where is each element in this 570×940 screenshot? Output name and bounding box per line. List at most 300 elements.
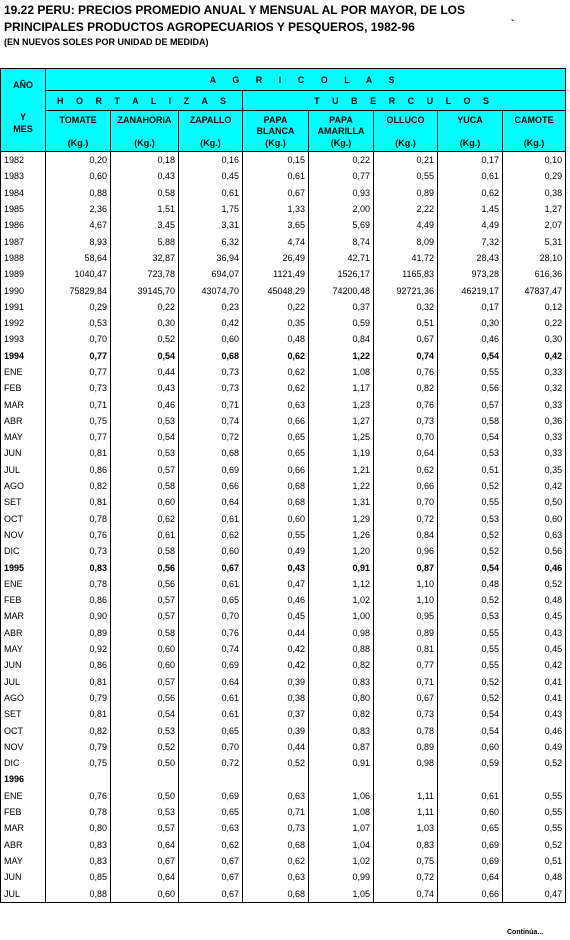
table-cell: 0,58 bbox=[111, 543, 179, 559]
table-cell: 0,62 bbox=[111, 511, 179, 527]
row-label: ABR bbox=[1, 836, 46, 852]
table-cell: 0,64 bbox=[111, 869, 179, 885]
row-label: NOV bbox=[1, 739, 46, 755]
table-cell: 0,54 bbox=[111, 348, 179, 364]
table-row bbox=[1, 641, 566, 657]
table-cell: 0,87 bbox=[374, 559, 438, 575]
table-cell: 0,37 bbox=[309, 299, 374, 315]
table-cell: 0,99 bbox=[309, 869, 374, 885]
table-cell: 0,35 bbox=[503, 462, 566, 478]
table-cell: 0,60 bbox=[438, 739, 503, 755]
table-cell: 1040,47 bbox=[46, 266, 111, 282]
table-cell: 0,62 bbox=[243, 380, 309, 396]
table-cell: 0,29 bbox=[503, 168, 566, 184]
table-cell: 0,70 bbox=[374, 429, 438, 445]
table-cell: 0,57 bbox=[111, 592, 179, 608]
row-label: 1996 bbox=[1, 771, 46, 787]
row-label: ENE bbox=[1, 576, 46, 592]
table-cell: 0,89 bbox=[374, 625, 438, 641]
table-cell: 0,61 bbox=[243, 168, 309, 184]
table-cell: 0,60 bbox=[111, 657, 179, 673]
table-cell: 0,70 bbox=[46, 331, 111, 347]
table-cell: 0,32 bbox=[374, 299, 438, 315]
column-header bbox=[243, 111, 309, 152]
table-cell: 0,52 bbox=[438, 674, 503, 690]
table-cell: 0,88 bbox=[309, 641, 374, 657]
table-cell: 0,30 bbox=[111, 315, 179, 331]
table-cell: 1,08 bbox=[309, 364, 374, 380]
table-cell: 0,65 bbox=[243, 445, 309, 461]
table-cell: 8,74 bbox=[309, 233, 374, 249]
column-unit: (Kg.) bbox=[200, 138, 221, 148]
table-cell: 0,77 bbox=[46, 429, 111, 445]
row-label: MAY bbox=[1, 429, 46, 445]
table-cell: 0,92 bbox=[46, 641, 111, 657]
table-cell: 1,11 bbox=[374, 804, 438, 820]
table-cell: 0,68 bbox=[243, 885, 309, 902]
column-unit: (Kg.) bbox=[265, 138, 286, 148]
table-cell: 0,61 bbox=[111, 527, 179, 543]
table-cell: 0,72 bbox=[374, 511, 438, 527]
row-label: JUN bbox=[1, 657, 46, 673]
table-cell: 0,55 bbox=[438, 625, 503, 641]
table-cell: 6,32 bbox=[179, 233, 243, 249]
table-cell: 0,66 bbox=[243, 462, 309, 478]
table-cell: 0,37 bbox=[243, 706, 309, 722]
table-cell: 0,65 bbox=[243, 429, 309, 445]
column-name: ZAPALLO bbox=[189, 115, 232, 125]
table-cell: 0,56 bbox=[503, 543, 566, 559]
table-cell: 0,64 bbox=[374, 445, 438, 461]
table-cell: 0,33 bbox=[503, 396, 566, 412]
table-cell: 1,07 bbox=[309, 820, 374, 836]
table-cell: 0,63 bbox=[243, 788, 309, 804]
table-cell: 0,46 bbox=[503, 722, 566, 738]
table-cell: 0,64 bbox=[111, 836, 179, 852]
column-unit: (Kg.) bbox=[67, 138, 89, 148]
table-cell: 0,65 bbox=[179, 804, 243, 820]
table-cell: 41,72 bbox=[374, 250, 438, 266]
row-label: OCT bbox=[1, 722, 46, 738]
table-cell: 42,71 bbox=[309, 250, 374, 266]
table-header bbox=[1, 69, 566, 152]
title-tick-mark: ` bbox=[511, 19, 515, 30]
table-cell: 1,00 bbox=[309, 608, 374, 624]
table-cell: 0,77 bbox=[374, 657, 438, 673]
table-row bbox=[1, 527, 566, 543]
table-row bbox=[1, 250, 566, 266]
table-cell: 0,67 bbox=[243, 185, 309, 201]
table-cell: 0,41 bbox=[503, 690, 566, 706]
table-cell: 0,69 bbox=[438, 853, 503, 869]
table-cell: 0,48 bbox=[243, 331, 309, 347]
column-name-line2: AMARILLA bbox=[317, 126, 365, 136]
table-cell: 45048,29 bbox=[243, 282, 309, 298]
table-cell: 1,23 bbox=[309, 396, 374, 412]
table-cell: 0,48 bbox=[438, 576, 503, 592]
table-cell: 0,46 bbox=[438, 331, 503, 347]
table-cell: 1,22 bbox=[309, 348, 374, 364]
table-cell: 0,67 bbox=[374, 331, 438, 347]
table-cell: 0,67 bbox=[179, 853, 243, 869]
table-cell: 0,52 bbox=[503, 576, 566, 592]
row-label: DIC bbox=[1, 543, 46, 559]
table-cell: 0,67 bbox=[111, 853, 179, 869]
table-cell: 0,82 bbox=[46, 722, 111, 738]
table-cell: 0,74 bbox=[179, 641, 243, 657]
table-cell: 26,49 bbox=[243, 250, 309, 266]
table-cell: 0,78 bbox=[46, 576, 111, 592]
table-row bbox=[1, 462, 566, 478]
table-cell: 0,78 bbox=[374, 722, 438, 738]
row-label: JUN bbox=[1, 445, 46, 461]
row-label: 1984 bbox=[1, 185, 46, 201]
table-cell: 0,39 bbox=[243, 674, 309, 690]
table-cell: 0,63 bbox=[503, 527, 566, 543]
table-cell: 1,26 bbox=[309, 527, 374, 543]
table-cell: 0,84 bbox=[374, 527, 438, 543]
table-cell: 0,55 bbox=[243, 527, 309, 543]
table-cell: 0,68 bbox=[243, 478, 309, 494]
table-cell: 0,56 bbox=[111, 690, 179, 706]
continues-note: Continúa... bbox=[507, 929, 544, 936]
table-cell: 0,62 bbox=[179, 836, 243, 852]
table-cell: 0,58 bbox=[111, 478, 179, 494]
table-cell: 0,64 bbox=[438, 869, 503, 885]
price-table bbox=[0, 68, 566, 903]
table-cell: 5,88 bbox=[111, 233, 179, 249]
table-cell: 2,36 bbox=[46, 201, 111, 217]
table-cell: 74200,48 bbox=[309, 282, 374, 298]
table-cell: 0,54 bbox=[438, 429, 503, 445]
table-cell: 1,51 bbox=[111, 201, 179, 217]
table-cell: 8,93 bbox=[46, 233, 111, 249]
table-row bbox=[1, 494, 566, 510]
table-cell: 0,44 bbox=[111, 364, 179, 380]
table-cell: 0,29 bbox=[46, 299, 111, 315]
table-cell: 0,61 bbox=[438, 788, 503, 804]
table-cell: 0,42 bbox=[243, 657, 309, 673]
table-cell: 1,45 bbox=[438, 201, 503, 217]
table-cell: 0,93 bbox=[309, 185, 374, 201]
row-label: 1994 bbox=[1, 348, 46, 364]
column-header bbox=[309, 111, 374, 152]
table-row bbox=[1, 282, 566, 298]
row-label: SET bbox=[1, 494, 46, 510]
table-cell: 0,88 bbox=[46, 185, 111, 201]
table-cell: 0,60 bbox=[179, 543, 243, 559]
table-cell: 0,79 bbox=[46, 739, 111, 755]
table-row bbox=[1, 625, 566, 641]
table-cell: 0,48 bbox=[503, 592, 566, 608]
table-cell: 0,20 bbox=[46, 152, 111, 169]
table-cell: 1,20 bbox=[309, 543, 374, 559]
table-cell: 1,10 bbox=[374, 592, 438, 608]
table-cell: 5,69 bbox=[309, 217, 374, 233]
table-cell: 0,89 bbox=[374, 739, 438, 755]
table-cell bbox=[179, 771, 243, 787]
table-cell: 0,68 bbox=[179, 348, 243, 364]
table-cell: 0,55 bbox=[438, 364, 503, 380]
table-cell: 0,72 bbox=[179, 755, 243, 771]
table-row bbox=[1, 185, 566, 201]
column-unit: (Kg.) bbox=[330, 138, 352, 148]
row-label: AGO bbox=[1, 478, 46, 494]
row-label: 1995 bbox=[1, 559, 46, 575]
table-cell: 0,62 bbox=[243, 364, 309, 380]
table-cell: 0,72 bbox=[374, 869, 438, 885]
table-cell: 0,52 bbox=[438, 543, 503, 559]
table-cell: 0,36 bbox=[503, 413, 566, 429]
table-cell: 0,61 bbox=[179, 511, 243, 527]
table-cell: 47837,47 bbox=[503, 282, 566, 298]
table-row bbox=[1, 853, 566, 869]
table-cell: 0,56 bbox=[111, 559, 179, 575]
table-cell: 36,94 bbox=[179, 250, 243, 266]
row-label: 1982 bbox=[1, 152, 46, 169]
table-cell: 0,76 bbox=[374, 364, 438, 380]
table-cell: 0,57 bbox=[111, 462, 179, 478]
unit-note: (EN NUEVOS SOLES POR UNIDAD DE MEDIDA) bbox=[4, 37, 209, 47]
table-cell: 0,62 bbox=[243, 853, 309, 869]
table-row bbox=[1, 674, 566, 690]
table-cell: 92721,36 bbox=[374, 282, 438, 298]
table-cell: 1,27 bbox=[309, 413, 374, 429]
table-cell: 0,68 bbox=[179, 445, 243, 461]
table-cell: 0,22 bbox=[503, 315, 566, 331]
table-cell: 0,69 bbox=[179, 462, 243, 478]
table-row bbox=[1, 885, 566, 902]
table-cell: 694,07 bbox=[179, 266, 243, 282]
row-label: 1991 bbox=[1, 299, 46, 315]
table-cell: 0,65 bbox=[438, 820, 503, 836]
table-cell bbox=[111, 771, 179, 787]
table-cell: 0,66 bbox=[179, 478, 243, 494]
table-cell: 0,60 bbox=[438, 804, 503, 820]
table-row bbox=[1, 315, 566, 331]
table-cell: 0,61 bbox=[438, 168, 503, 184]
row-label: JUL bbox=[1, 674, 46, 690]
table-cell: 0,55 bbox=[438, 494, 503, 510]
table-cell: 0,54 bbox=[111, 429, 179, 445]
table-cell: 0,51 bbox=[438, 462, 503, 478]
year-header: AÑO bbox=[13, 80, 33, 90]
table-cell: 0,33 bbox=[503, 364, 566, 380]
table-row bbox=[1, 429, 566, 445]
table-cell: 1,11 bbox=[374, 788, 438, 804]
column-name: ZANAHORIA bbox=[117, 115, 172, 125]
table-cell: 46219,17 bbox=[438, 282, 503, 298]
table-cell: 0,54 bbox=[438, 722, 503, 738]
table-cell: 1526,17 bbox=[309, 266, 374, 282]
table-cell: 0,73 bbox=[179, 364, 243, 380]
table-cell: 4,49 bbox=[374, 217, 438, 233]
table-cell: 0,82 bbox=[46, 478, 111, 494]
hortalizas-header: H O R T A L I Z A S bbox=[46, 91, 243, 111]
table-cell: 2,22 bbox=[374, 201, 438, 217]
table-cell: 0,54 bbox=[111, 706, 179, 722]
table-cell: 0,38 bbox=[503, 185, 566, 201]
table-cell: 0,38 bbox=[243, 690, 309, 706]
table-cell: 0,71 bbox=[179, 396, 243, 412]
row-label: 1993 bbox=[1, 331, 46, 347]
table-cell: 0,53 bbox=[111, 804, 179, 820]
table-row bbox=[1, 722, 566, 738]
table-cell: 0,57 bbox=[111, 674, 179, 690]
table-row bbox=[1, 233, 566, 249]
table-title bbox=[4, 2, 564, 36]
column-header bbox=[503, 111, 566, 152]
table-cell: 1,10 bbox=[374, 576, 438, 592]
table-row bbox=[1, 657, 566, 673]
column-name: TOMATE bbox=[59, 115, 97, 125]
row-label: MAR bbox=[1, 396, 46, 412]
table-cell: 0,63 bbox=[243, 869, 309, 885]
table-cell: 0,81 bbox=[46, 706, 111, 722]
table-cell: 0,60 bbox=[243, 511, 309, 527]
table-cell: 0,83 bbox=[374, 836, 438, 852]
row-label: JUN bbox=[1, 869, 46, 885]
table-cell: 0,55 bbox=[503, 788, 566, 804]
row-label: MAR bbox=[1, 820, 46, 836]
table-cell: 0,52 bbox=[243, 755, 309, 771]
row-label: 1989 bbox=[1, 266, 46, 282]
table-cell: 0,67 bbox=[179, 559, 243, 575]
table-cell: 0,51 bbox=[374, 315, 438, 331]
table-cell: 3,31 bbox=[179, 217, 243, 233]
table-cell: 0,50 bbox=[111, 788, 179, 804]
table-cell: 0,42 bbox=[179, 315, 243, 331]
table-cell: 0,59 bbox=[438, 755, 503, 771]
table-cell: 0,83 bbox=[46, 853, 111, 869]
table-cell: 0,45 bbox=[503, 641, 566, 657]
table-cell: 0,98 bbox=[309, 625, 374, 641]
table-cell: 2,00 bbox=[309, 201, 374, 217]
table-cell: 32,87 bbox=[111, 250, 179, 266]
table-cell: 0,60 bbox=[179, 331, 243, 347]
table-cell: 0,60 bbox=[46, 168, 111, 184]
table-cell: 0,53 bbox=[438, 511, 503, 527]
table-cell: 0,89 bbox=[46, 625, 111, 641]
table-cell: 1,17 bbox=[309, 380, 374, 396]
column-name: YUCA bbox=[457, 115, 483, 125]
table-row bbox=[1, 788, 566, 804]
table-cell: 0,71 bbox=[374, 674, 438, 690]
table-cell: 0,75 bbox=[46, 755, 111, 771]
table-cell: 0,52 bbox=[111, 739, 179, 755]
row-label: MAY bbox=[1, 641, 46, 657]
table-cell: 0,55 bbox=[438, 657, 503, 673]
table-cell: 3,45 bbox=[111, 217, 179, 233]
table-row bbox=[1, 168, 566, 184]
table-cell: 0,91 bbox=[309, 755, 374, 771]
table-cell: 0,46 bbox=[111, 396, 179, 412]
table-cell bbox=[503, 771, 566, 787]
table-cell: 0,54 bbox=[438, 706, 503, 722]
table-cell: 1165,83 bbox=[374, 266, 438, 282]
table-cell: 0,30 bbox=[438, 315, 503, 331]
table-cell: 0,80 bbox=[309, 690, 374, 706]
column-name: OLLUCO bbox=[386, 115, 425, 125]
table-cell: 0,63 bbox=[179, 820, 243, 836]
row-label: NOV bbox=[1, 527, 46, 543]
table-cell: 0,17 bbox=[438, 299, 503, 315]
table-cell: 0,57 bbox=[111, 820, 179, 836]
table-cell: 58,64 bbox=[46, 250, 111, 266]
table-cell bbox=[438, 771, 503, 787]
title-line-1: 19.22 PERU: PRECIOS PROMEDIO ANUAL Y MENSUAL AL POR MAYOR, DE LOS bbox=[4, 3, 465, 17]
table-cell: 3,65 bbox=[243, 217, 309, 233]
table-cell: 0,30 bbox=[503, 331, 566, 347]
table-cell: 723,78 bbox=[111, 266, 179, 282]
table-cell: 0,16 bbox=[179, 152, 243, 169]
column-unit: (Kg.) bbox=[395, 138, 416, 148]
table-cell: 0,70 bbox=[179, 608, 243, 624]
table-cell: 0,33 bbox=[503, 429, 566, 445]
table-cell: 0,79 bbox=[46, 690, 111, 706]
row-label: FEB bbox=[1, 804, 46, 820]
table-cell: 28,10 bbox=[503, 250, 566, 266]
table-row bbox=[1, 543, 566, 559]
row-label: ENE bbox=[1, 364, 46, 380]
table-cell: 0,54 bbox=[438, 559, 503, 575]
table-cell: 1,12 bbox=[309, 576, 374, 592]
table-cell: 0,81 bbox=[374, 641, 438, 657]
table-cell: 0,53 bbox=[46, 315, 111, 331]
table-cell: 1121,49 bbox=[243, 266, 309, 282]
table-row bbox=[1, 445, 566, 461]
table-cell: 0,66 bbox=[374, 478, 438, 494]
table-cell: 1,19 bbox=[309, 445, 374, 461]
table-cell: 0,42 bbox=[503, 478, 566, 494]
table-cell: 0,15 bbox=[243, 152, 309, 169]
table-cell: 28,43 bbox=[438, 250, 503, 266]
table-cell: 0,82 bbox=[309, 657, 374, 673]
table-cell: 0,43 bbox=[111, 168, 179, 184]
table-cell: 0,62 bbox=[179, 527, 243, 543]
table-cell: 1,27 bbox=[503, 201, 566, 217]
table-cell: 0,81 bbox=[46, 494, 111, 510]
table-row bbox=[1, 690, 566, 706]
table-cell bbox=[46, 771, 111, 787]
table-cell: 0,61 bbox=[179, 185, 243, 201]
column-header bbox=[179, 111, 243, 152]
table-cell: 0,33 bbox=[503, 445, 566, 461]
table-cell: 0,39 bbox=[243, 722, 309, 738]
row-label: 1983 bbox=[1, 168, 46, 184]
table-cell: 0,76 bbox=[374, 396, 438, 412]
table-cell: 0,45 bbox=[179, 168, 243, 184]
row-label: 1987 bbox=[1, 233, 46, 249]
table-cell: 0,63 bbox=[243, 396, 309, 412]
table-cell: 0,22 bbox=[309, 152, 374, 169]
table-cell: 0,12 bbox=[503, 299, 566, 315]
table-row bbox=[1, 396, 566, 412]
table-cell: 0,43 bbox=[503, 625, 566, 641]
table-cell: 973,28 bbox=[438, 266, 503, 282]
table-cell: 0,44 bbox=[243, 625, 309, 641]
row-label: JUL bbox=[1, 462, 46, 478]
table-cell: 0,77 bbox=[46, 364, 111, 380]
table-cell: 0,83 bbox=[309, 722, 374, 738]
table-cell: 0,77 bbox=[46, 348, 111, 364]
table-cell: 1,29 bbox=[309, 511, 374, 527]
table-cell: 0,71 bbox=[46, 396, 111, 412]
table-cell: 0,68 bbox=[243, 494, 309, 510]
table-cell: 0,53 bbox=[111, 445, 179, 461]
row-label: 1990 bbox=[1, 282, 46, 298]
table-cell: 0,72 bbox=[179, 429, 243, 445]
